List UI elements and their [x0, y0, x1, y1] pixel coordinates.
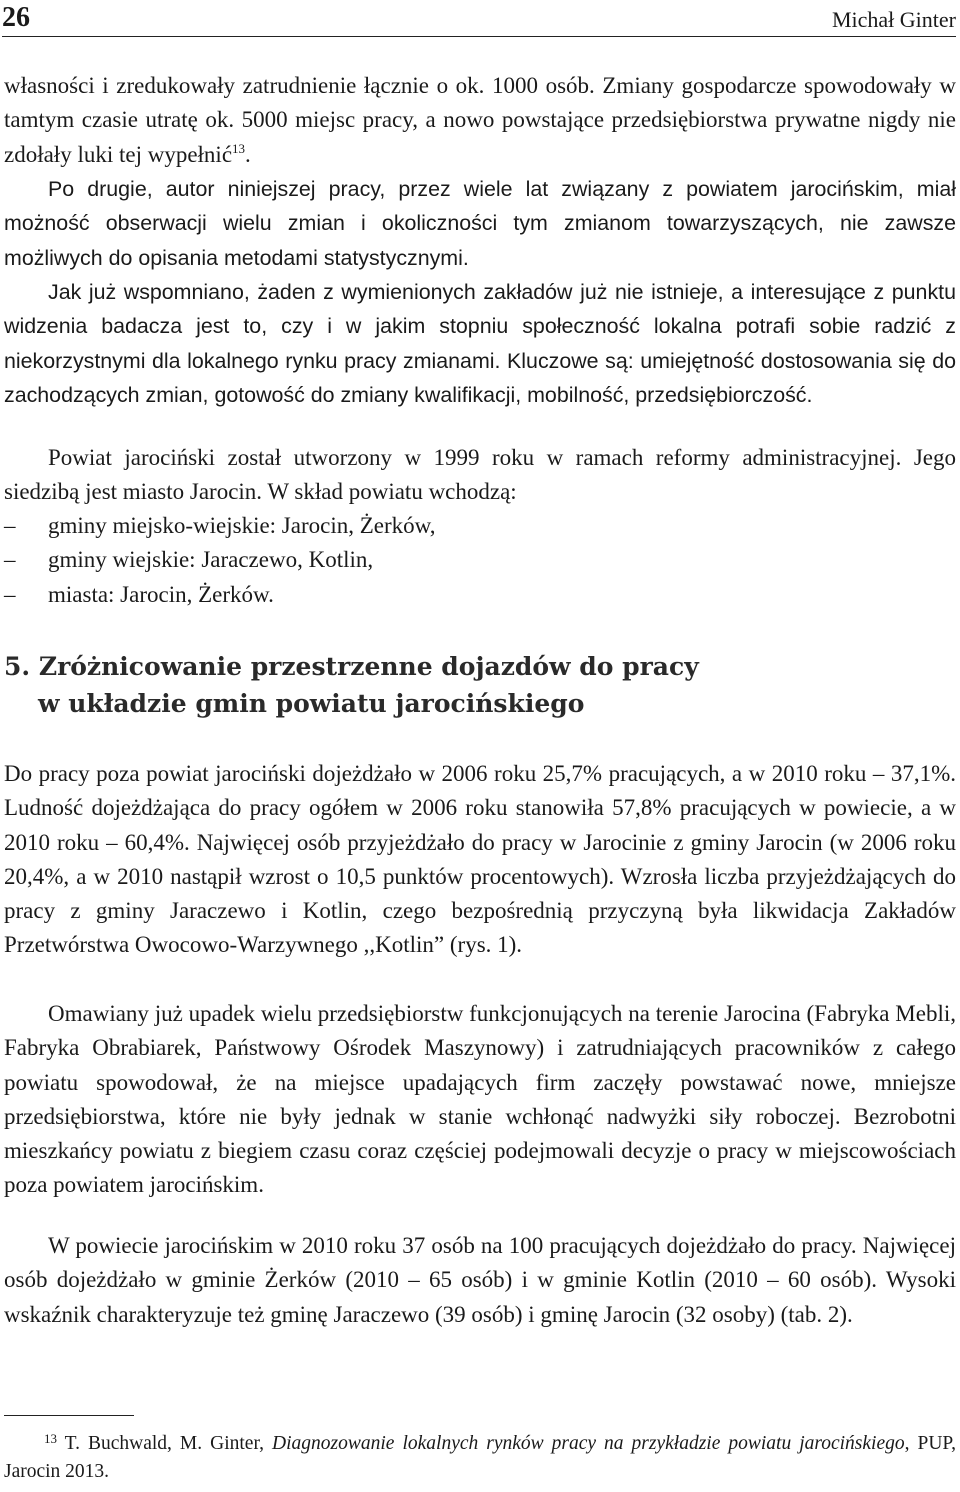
- section-number: 5.: [4, 652, 31, 681]
- paragraph-workplaces: Jak już wspomniano, żaden z wymienionych zakładów już nie istnieje, a interesujące z punktu widzenia badacza jest to, czy i w jakim stopniu społeczność lokalna potrafi sobie radzić z niekorzystnymi dla lokalnego rynku pracy zmianami. Kluczowe są: umiejętność dostosowania się do zachodzących zmian, gotowość do zmiany kwalifikacji, mobilność, przedsiębiorczość.: [4, 280, 956, 407]
- paragraph-county: Powiat jarociński został utworzony w 1999 roku w ramach reformy administracyjnej. Jego siedzibą jest miasto Jarocin. W skład powiatu wchodzą:: [4, 445, 956, 505]
- running-author: Michał Ginter: [831, 7, 956, 32]
- paragraph-second-point: Po drugie, autor niniejszej pracy, przez wiele lat związany z powiatem jarocińskim, miał możność obserwacji wielu zmian i okoliczności tym zmianom towarzyszących, nie zawsze możliwych do opisania metodami statystycznymi.: [4, 177, 956, 270]
- list-item: [4, 543, 956, 577]
- footnote-divider: [4, 1415, 134, 1416]
- list-item-text: gminy miejsko-wiejskie: Jarocin, Żerków,: [48, 513, 436, 538]
- running-header: [2, 4, 956, 37]
- list-dash: –: [4, 581, 16, 607]
- list-item-text: miasta: Jarocin, Żerków.: [48, 581, 274, 607]
- paragraph-enterprise-decline: Omawiany już upadek wielu przedsiębiorstw funkcjonujących na terenie Jarocina (Fabryka Mebli, Fabryka Obrabiarek, Państwowy Ośrodek Maszynowy) i zatrudniających pracowników z całego powiatu spowodował, że na miejsce upadających firm zaczęły powstawać nowe, mniejsze przedsiębiorstwa, które nie były jednak w stanie wchłonąć nadwyżki siły roboczej. Bezrobotni mieszkańcy powiatu z biegiem czasu coraz częściej podejmowali decyzje o pracy w miejscowościach poza powiatem jarocińskim.: [4, 1001, 956, 1198]
- section-heading: [4, 648, 956, 722]
- list-item: [4, 509, 956, 543]
- page-number: 26: [2, 2, 30, 33]
- list-item: [4, 578, 956, 612]
- footnote-title: Diagnozowanie lokalnych rynków pracy na przykładzie powiatu jarocińskiego: [272, 1433, 905, 1454]
- paragraph-continued: [4, 69, 956, 172]
- county-composition-list: [4, 509, 956, 612]
- paragraph-commuting-stats: Do pracy poza powiat jarociński dojeżdżało w 2006 roku 25,7% pracujących, a w 2010 roku – 37,1%. Ludność dojeżdżająca do pracy ogółem w 2006 roku stanowiła 57,8% pracujących w powiecie, a w 2010 roku – 60,4%. Najwięcej osób przyjeżdżało do pracy w Jarocinie z gminy Jarocin (w 2006 roku 20,4%, a w 2010 nastąpił wzrost o 10,5 punktów procentowych). Wzrosła liczba przyjeżdżających do pracy z gminy Jaraczewo i Kotlin, czego bezpośrednią przyczyną była likwidacja Zakładów Przetwórstwa Owocowo-Warzywnego ,,Kotlin” (rys. 1).: [4, 761, 956, 958]
- paragraph-text: własności i zredukowały zatrudnienie łącznie o ok. 1000 osób. Zmiany gospodarcze spowodowały w tamtym czasie utratę ok. 5000 miejsc pracy, a nowo powstające przedsiębiorstwa prywatne nigdy nie zdołały luki tej wypełnić: [4, 73, 956, 167]
- section-title-line1: Zróżnicowanie przestrzenne dojazdów do pracy: [38, 652, 699, 681]
- section-title-line2: w układzie gmin powiatu jarocińskiego: [38, 689, 585, 718]
- paragraph-end: .: [245, 141, 251, 167]
- list-dash: –: [4, 513, 16, 538]
- paragraph-commuting-2010: W powiecie jarocińskim w 2010 roku 37 osób na 100 pracujących dojeżdżało do pracy. Najwięcej osób dojeżdżało w gminie Żerków (2010 – 65 osób) i w gminie Kotlin (2010 – 60 osób). Wysoki wskaźnik charakteryzuje też gminę Jaraczewo (39 osób) i gminę Jarocin (32 osoby) (tab. 2).: [4, 1233, 956, 1327]
- list-dash: –: [4, 547, 16, 573]
- footnote: [4, 1430, 956, 1486]
- footnote-authors: T. Buchwald, M. Ginter,: [57, 1433, 273, 1454]
- footnote-reference[interactable]: 13: [232, 140, 246, 156]
- footnote-publisher: , PUP, Jarocin 2013.: [4, 1433, 956, 1482]
- footnote-number: 13: [44, 1431, 57, 1446]
- list-item-text: gminy wiejskie: Jaraczewo, Kotlin,: [48, 547, 374, 573]
